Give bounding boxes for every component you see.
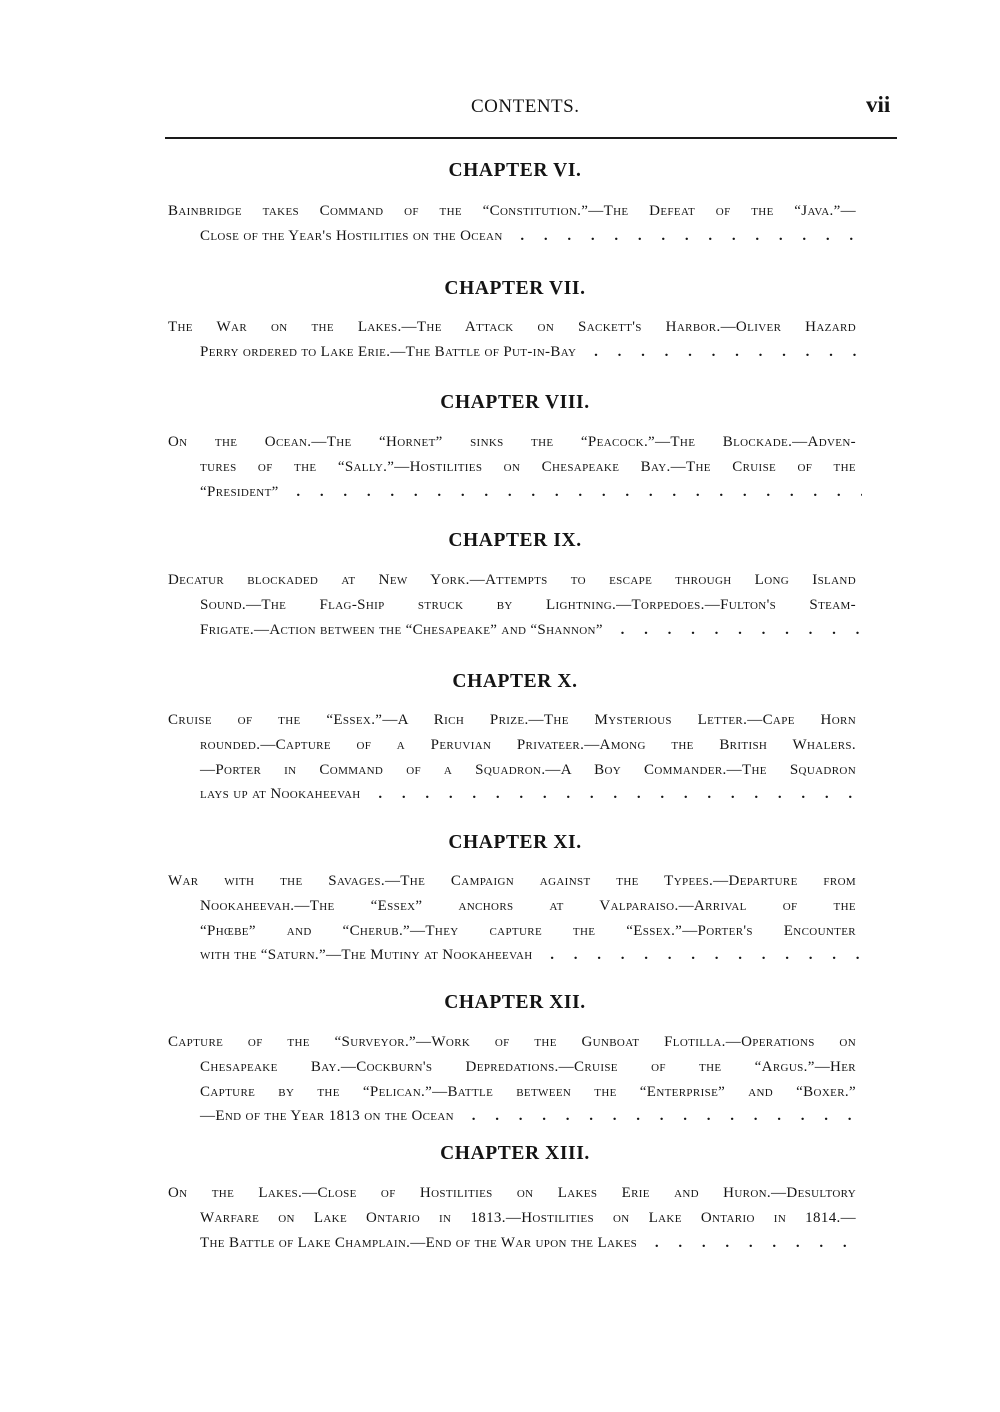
summary-line-with-leaders: Frigate.—Action between the “Chesapeake” and “Shannon” . .	[168, 618, 862, 643]
running-title: CONTENTS.	[471, 96, 580, 117]
chapter-entry-vi	[0, 158, 1000, 249]
summary-line-with-leaders: —End of the Year 1813 on the Ocean . .	[168, 1104, 862, 1129]
chapter-summary	[168, 869, 862, 968]
chapter-summary	[168, 199, 862, 249]
chapter-entry-viii	[0, 390, 1000, 504]
summary-line: Sound.—The Flag-Ship struck by Lightning.—Torpedoes.—Fulton's Steam-	[168, 593, 862, 618]
summary-line: War with the Savages.—The Campaign against the Typees.—Departure from	[168, 869, 862, 894]
chapter-heading: CHAPTER VII.	[444, 278, 586, 299]
summary-line-with-leaders: Close of the Year's Hostilities on the Ocean . .	[168, 224, 862, 249]
summary-line: —Porter in Command of a Squadron.—A Boy Commander.—The Squadron	[168, 758, 862, 783]
summary-line: On the Ocean.—The “Hornet” sinks the “Peacock.”—The Blockade.—Adven-	[168, 430, 862, 455]
summary-line: Capture of the “Surveyor.”—Work of the Gunboat Flotilla.—Operations on	[168, 1030, 862, 1055]
chapter-heading: CHAPTER XIII.	[440, 1143, 590, 1164]
summary-line: Warfare on Lake Ontario in 1813.—Hostilities on Lake Ontario in 1814.—	[168, 1206, 862, 1231]
chapter-heading: CHAPTER X.	[452, 671, 578, 692]
summary-line: Bainbridge takes Command of the “Constitution.”—The Defeat of the “Java.”—	[168, 199, 862, 224]
page-number: vii	[866, 92, 891, 117]
summary-line: rounded.—Capture of a Peruvian Privateer.—Among the British Whalers.	[168, 733, 862, 758]
summary-line: Chesapeake Bay.—Cockburn's Depredations.—Cruise of the “Argus.”—Her	[168, 1055, 862, 1080]
summary-line: “Phœbe” and “Cherub.”—They capture the “Essex.”—Porter's Encounter	[168, 919, 862, 944]
summary-line: Capture by the “Pelican.”—Battle between the “Enterprise” and “Boxer.”	[168, 1080, 862, 1105]
chapter-heading: CHAPTER VI.	[448, 160, 582, 181]
chapter-heading: CHAPTER IX.	[448, 530, 582, 551]
summary-line-with-leaders: “President” . .	[168, 480, 862, 505]
chapter-entry-xii	[0, 990, 1000, 1129]
summary-line-with-leaders: Perry ordered to Lake Erie.—The Battle of Put-in-Bay . .	[168, 340, 862, 365]
summary-line: Decatur blockaded at New York.—Attempts to escape through Long Island	[168, 568, 862, 593]
summary-line-with-leaders: The Battle of Lake Champlain.—End of the War upon the Lakes . .	[168, 1231, 862, 1256]
chapter-summary	[168, 315, 862, 365]
chapter-heading: CHAPTER XI.	[448, 832, 582, 853]
summary-line: tures of the “Sally.”—Hostilities on Chesapeake Bay.—The Cruise of the	[168, 455, 862, 480]
summary-line: Cruise of the “Essex.”—A Rich Prize.—The Mysterious Letter.—Cape Horn	[168, 708, 862, 733]
chapter-summary	[168, 1181, 862, 1255]
summary-line-with-leaders: lays up at Nookaheevah . .	[168, 782, 862, 807]
chapter-entry-ix	[0, 528, 1000, 642]
summary-line: The War on the Lakes.—The Attack on Sackett's Harbor.—Oliver Hazard	[168, 315, 862, 340]
chapter-heading: CHAPTER XII.	[444, 992, 586, 1013]
chapter-entry-vii	[0, 276, 1000, 365]
summary-line: On the Lakes.—Close of Hostilities on Lakes Erie and Huron.—Desultory	[168, 1181, 862, 1206]
chapter-summary	[168, 430, 862, 504]
running-head	[0, 92, 1000, 122]
summary-line-with-leaders: with the “Saturn.”—The Mutiny at Nookaheevah . .	[168, 943, 862, 968]
chapter-entry-xi	[0, 830, 1000, 968]
chapter-heading: CHAPTER VIII.	[440, 392, 590, 413]
chapter-entry-xiii	[0, 1141, 1000, 1255]
header-rule	[165, 137, 897, 139]
chapter-summary	[168, 1030, 862, 1129]
chapter-entry-x	[0, 669, 1000, 807]
chapter-summary	[168, 708, 862, 807]
summary-line: Nookaheevah.—The “Essex” anchors at Valparaiso.—Arrival of the	[168, 894, 862, 919]
chapter-summary	[168, 568, 862, 642]
